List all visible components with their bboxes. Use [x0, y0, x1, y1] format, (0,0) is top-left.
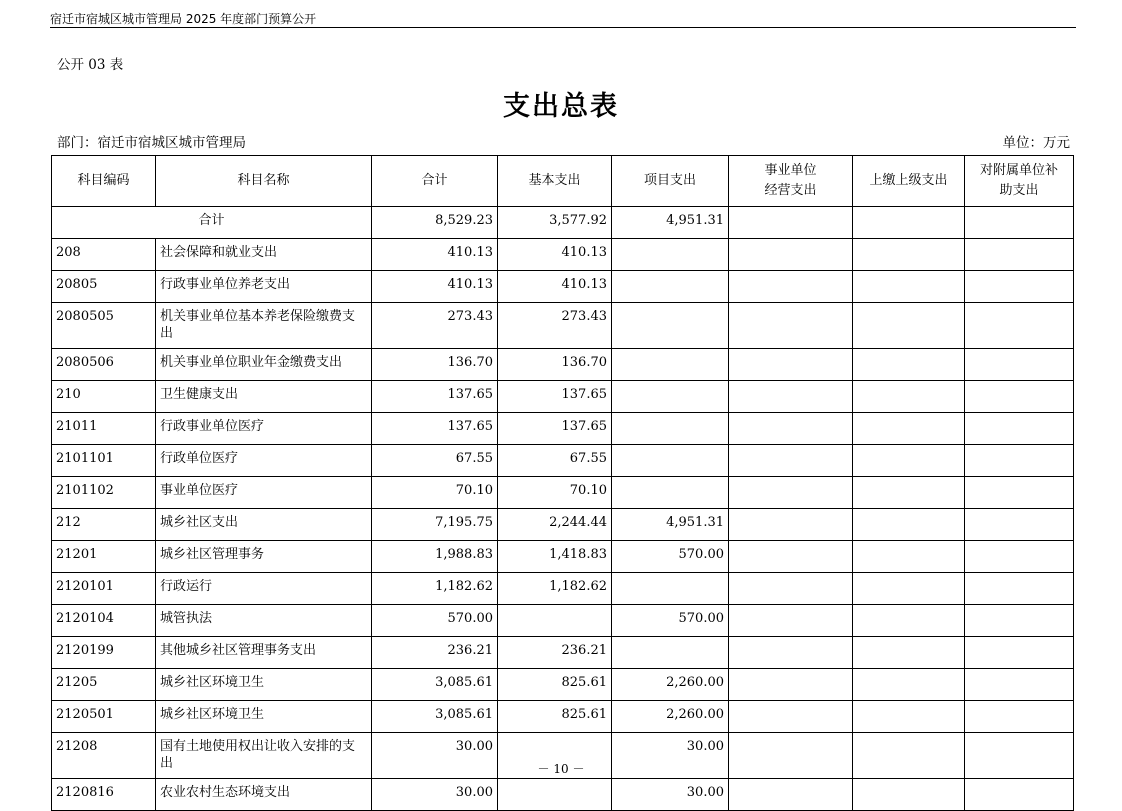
amount-cell: [729, 349, 853, 381]
amount-cell: 236.21: [498, 637, 612, 669]
amount-cell: [853, 413, 965, 445]
table-row: [52, 637, 1074, 669]
amount-cell: [729, 541, 853, 573]
amount-cell: 570.00: [612, 541, 729, 573]
amount-cell: [853, 669, 965, 701]
amount-cell: 236.21: [372, 637, 498, 669]
table-row: [52, 477, 1074, 509]
subject-name: 城乡社区管理事务: [156, 541, 372, 573]
amount-cell: [729, 509, 853, 541]
amount-cell: 410.13: [498, 239, 612, 271]
amount-cell: [853, 509, 965, 541]
expenditure-table: [51, 155, 1074, 811]
amount-cell: 570.00: [612, 605, 729, 637]
subject-name: 行政事业单位医疗: [156, 413, 372, 445]
amount-cell: 273.43: [498, 303, 612, 349]
subject-code: 2120501: [52, 701, 156, 733]
subject-name: 行政运行: [156, 573, 372, 605]
amount-cell: [612, 303, 729, 349]
subject-name: 机关事业单位职业年金缴费支出: [156, 349, 372, 381]
table-row: [52, 271, 1074, 303]
column-header: 事业单位 经营支出: [729, 156, 853, 207]
amount-cell: [612, 637, 729, 669]
amount-cell: 1,418.83: [498, 541, 612, 573]
amount-cell: 825.61: [498, 701, 612, 733]
column-header: 科目名称: [156, 156, 372, 207]
amount-cell: [729, 239, 853, 271]
header-rule: [50, 27, 1076, 28]
form-number: 公开 03 表: [57, 57, 124, 73]
amount-cell: [612, 413, 729, 445]
total-value: 4,951.31: [612, 207, 729, 239]
amount-cell: [853, 573, 965, 605]
table-row: [52, 445, 1074, 477]
subject-code: 2101101: [52, 445, 156, 477]
amount-cell: [853, 541, 965, 573]
amount-cell: [612, 239, 729, 271]
subject-code: 210: [52, 381, 156, 413]
amount-cell: [965, 701, 1074, 733]
subject-name: 社会保障和就业支出: [156, 239, 372, 271]
amount-cell: [729, 605, 853, 637]
subject-name: 城乡社区环境卫生: [156, 669, 372, 701]
subject-code: 21201: [52, 541, 156, 573]
amount-cell: [853, 445, 965, 477]
subject-code: 2120199: [52, 637, 156, 669]
amount-cell: 7,195.75: [372, 509, 498, 541]
amount-cell: [729, 701, 853, 733]
subject-name: 行政单位医疗: [156, 445, 372, 477]
amount-cell: 570.00: [372, 605, 498, 637]
subject-code: 2101102: [52, 477, 156, 509]
amount-cell: [498, 605, 612, 637]
subject-code: 21011: [52, 413, 156, 445]
amount-cell: 30.00: [372, 733, 498, 779]
amount-cell: 1,988.83: [372, 541, 498, 573]
department-label: 部门：宿迁市宿城区城市管理局: [57, 135, 246, 151]
amount-cell: 30.00: [612, 733, 729, 779]
subject-name: 机关事业单位基本养老保险缴费支出: [156, 303, 372, 349]
amount-cell: [853, 303, 965, 349]
amount-cell: 3,085.61: [372, 701, 498, 733]
table-header-row: [52, 156, 1074, 207]
amount-cell: [965, 413, 1074, 445]
amount-cell: [612, 271, 729, 303]
subject-name: 城乡社区环境卫生: [156, 701, 372, 733]
amount-cell: [965, 573, 1074, 605]
unit-label: 单位：万元: [1002, 135, 1070, 151]
amount-cell: 2,244.44: [498, 509, 612, 541]
amount-cell: 137.65: [372, 413, 498, 445]
amount-cell: [965, 779, 1074, 811]
amount-cell: [965, 541, 1074, 573]
amount-cell: [853, 701, 965, 733]
page-title: 支出总表: [503, 91, 619, 122]
subject-code: 2120104: [52, 605, 156, 637]
amount-cell: 136.70: [498, 349, 612, 381]
amount-cell: [853, 271, 965, 303]
amount-cell: 410.13: [372, 271, 498, 303]
subject-code: 2080505: [52, 303, 156, 349]
subject-code: 20805: [52, 271, 156, 303]
total-value: [853, 207, 965, 239]
amount-cell: [965, 239, 1074, 271]
page-number: － 10 －: [537, 762, 585, 776]
total-value: 8,529.23: [372, 207, 498, 239]
total-label: 合计: [52, 207, 372, 239]
amount-cell: 67.55: [498, 445, 612, 477]
total-value: [965, 207, 1074, 239]
amount-cell: [965, 669, 1074, 701]
table-row: [52, 779, 1074, 811]
subject-code: 21208: [52, 733, 156, 779]
subject-name: 事业单位医疗: [156, 477, 372, 509]
amount-cell: 30.00: [612, 779, 729, 811]
amount-cell: 70.10: [498, 477, 612, 509]
table-row: [52, 381, 1074, 413]
amount-cell: [853, 637, 965, 669]
subject-name: 城管执法: [156, 605, 372, 637]
amount-cell: [853, 349, 965, 381]
amount-cell: [853, 381, 965, 413]
amount-cell: [965, 477, 1074, 509]
amount-cell: 1,182.62: [372, 573, 498, 605]
table-row: [52, 669, 1074, 701]
table-row: [52, 605, 1074, 637]
amount-cell: [853, 477, 965, 509]
column-header: 对附属单位补 助支出: [965, 156, 1074, 207]
column-header: 上缴上级支出: [853, 156, 965, 207]
subject-code: 208: [52, 239, 156, 271]
subject-name: 卫生健康支出: [156, 381, 372, 413]
table-row: [52, 349, 1074, 381]
amount-cell: 4,951.31: [612, 509, 729, 541]
amount-cell: [965, 303, 1074, 349]
amount-cell: 137.65: [498, 381, 612, 413]
total-value: 3,577.92: [498, 207, 612, 239]
total-row: [52, 207, 1074, 239]
subject-code: 21205: [52, 669, 156, 701]
table-row: [52, 509, 1074, 541]
amount-cell: [729, 413, 853, 445]
amount-cell: 410.13: [372, 239, 498, 271]
column-header: 合计: [372, 156, 498, 207]
amount-cell: [965, 509, 1074, 541]
subject-name: 农业农村生态环境支出: [156, 779, 372, 811]
amount-cell: 136.70: [372, 349, 498, 381]
amount-cell: 3,085.61: [372, 669, 498, 701]
table-row: [52, 573, 1074, 605]
amount-cell: [729, 637, 853, 669]
amount-cell: [729, 573, 853, 605]
subject-code: 2080506: [52, 349, 156, 381]
amount-cell: 137.65: [498, 413, 612, 445]
column-header: 科目编码: [52, 156, 156, 207]
table-row: [52, 701, 1074, 733]
amount-cell: 273.43: [372, 303, 498, 349]
amount-cell: [729, 477, 853, 509]
amount-cell: [853, 239, 965, 271]
amount-cell: [612, 381, 729, 413]
table-row: [52, 541, 1074, 573]
amount-cell: [498, 779, 612, 811]
table-row: [52, 413, 1074, 445]
amount-cell: [729, 445, 853, 477]
amount-cell: [729, 381, 853, 413]
amount-cell: [729, 779, 853, 811]
table-row: [52, 303, 1074, 349]
column-header: 项目支出: [612, 156, 729, 207]
amount-cell: [729, 669, 853, 701]
amount-cell: [729, 271, 853, 303]
subject-name: 其他城乡社区管理事务支出: [156, 637, 372, 669]
amount-cell: [612, 477, 729, 509]
amount-cell: 137.65: [372, 381, 498, 413]
amount-cell: [612, 445, 729, 477]
subject-name: 行政事业单位养老支出: [156, 271, 372, 303]
subject-name: 国有土地使用权出让收入安排的支出: [156, 733, 372, 779]
amount-cell: 410.13: [498, 271, 612, 303]
amount-cell: [612, 573, 729, 605]
amount-cell: [965, 381, 1074, 413]
subject-code: 2120101: [52, 573, 156, 605]
subject-name: 城乡社区支出: [156, 509, 372, 541]
amount-cell: [965, 605, 1074, 637]
subject-code: 212: [52, 509, 156, 541]
amount-cell: 67.55: [372, 445, 498, 477]
amount-cell: [853, 605, 965, 637]
amount-cell: 2,260.00: [612, 701, 729, 733]
amount-cell: [853, 779, 965, 811]
amount-cell: [965, 271, 1074, 303]
amount-cell: [965, 637, 1074, 669]
document-header: 宿迁市宿城区城市管理局 2025 年度部门预算公开: [50, 12, 317, 26]
subject-code: 2120816: [52, 779, 156, 811]
amount-cell: 1,182.62: [498, 573, 612, 605]
column-header: 基本支出: [498, 156, 612, 207]
amount-cell: [612, 349, 729, 381]
amount-cell: [965, 445, 1074, 477]
amount-cell: 2,260.00: [612, 669, 729, 701]
total-value: [729, 207, 853, 239]
amount-cell: 30.00: [372, 779, 498, 811]
amount-cell: [965, 349, 1074, 381]
table-row: [52, 239, 1074, 271]
amount-cell: [729, 303, 853, 349]
amount-cell: 70.10: [372, 477, 498, 509]
amount-cell: 825.61: [498, 669, 612, 701]
